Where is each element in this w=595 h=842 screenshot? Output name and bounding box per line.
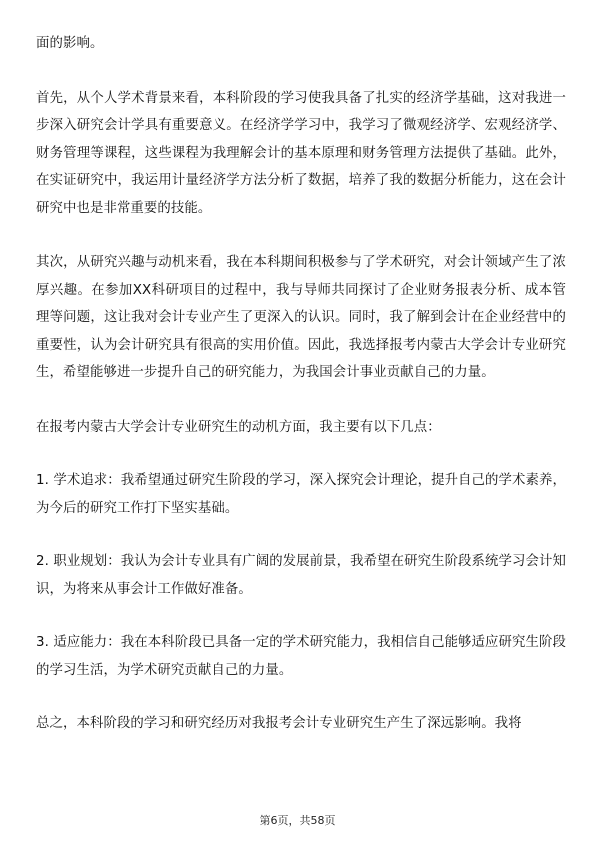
document-body	[36, 30, 566, 738]
paragraph-motivation-intro: 在报考内蒙古大学会计专业研究生的动机方面，我主要有以下几点：	[36, 419, 441, 435]
list-item-academic-pursuit: 1. 学术追求：我希望通过研究生阶段的学习，深入探究会计理论，提升自己的学术素养，为今后的研究工作打下坚实基础。	[36, 473, 566, 516]
list-item-adaptability: 3. 适应能力：我在本科阶段已具备一定的学术研究能力，我相信自己能够适应研究生阶段的学习生活，为学术研究贡献自己的力量。	[36, 635, 566, 678]
paragraph-continuation: 面的影响。	[36, 36, 104, 51]
paragraph-research-interest: 其次，从研究兴趣与动机来看，我在本科期间积极参与了学术研究，对会计领域产生了浓厚兴趣。在参加XX科研项目的过程中，我与导师共同探讨了企业财务报表分析、成本管理等问题，这让我对会计专业产生了更深入的认识。同时，我了解到会计在企业经营中的重要性，认为会计研究具有很高的实用价值。因此，我选择报考内蒙古大学会计专业研究生，希望能够进一步提升自己的研究能力，为我国会计事业贡献自己的力量。	[36, 255, 566, 380]
paragraph-academic-background: 首先，从个人学术背景来看，本科阶段的学习使我具备了扎实的经济学基础，这对我进一步深入研究会计学具有重要意义。在经济学学习中，我学习了微观经济学、宏观经济学、财务管理等课程，这些课程为我理解会计的基本原理和财务管理方法提供了基础。此外，在实证研究中，我运用计量经济学方法分析了数据，培养了我的数据分析能力，这在会计研究中也是非常重要的技能。	[36, 90, 566, 216]
list-item-career-plan: 2. 职业规划：我认为会计专业具有广阔的发展前景，我希望在研究生阶段系统学习会计知识，为将来从事会计工作做好准备。	[36, 554, 566, 597]
paragraph-conclusion: 总之，本科阶段的学习和研究经历对我报考会计专业研究生产生了深远影响。我将	[36, 716, 522, 731]
page-number: 第6页，共58页	[259, 814, 336, 827]
